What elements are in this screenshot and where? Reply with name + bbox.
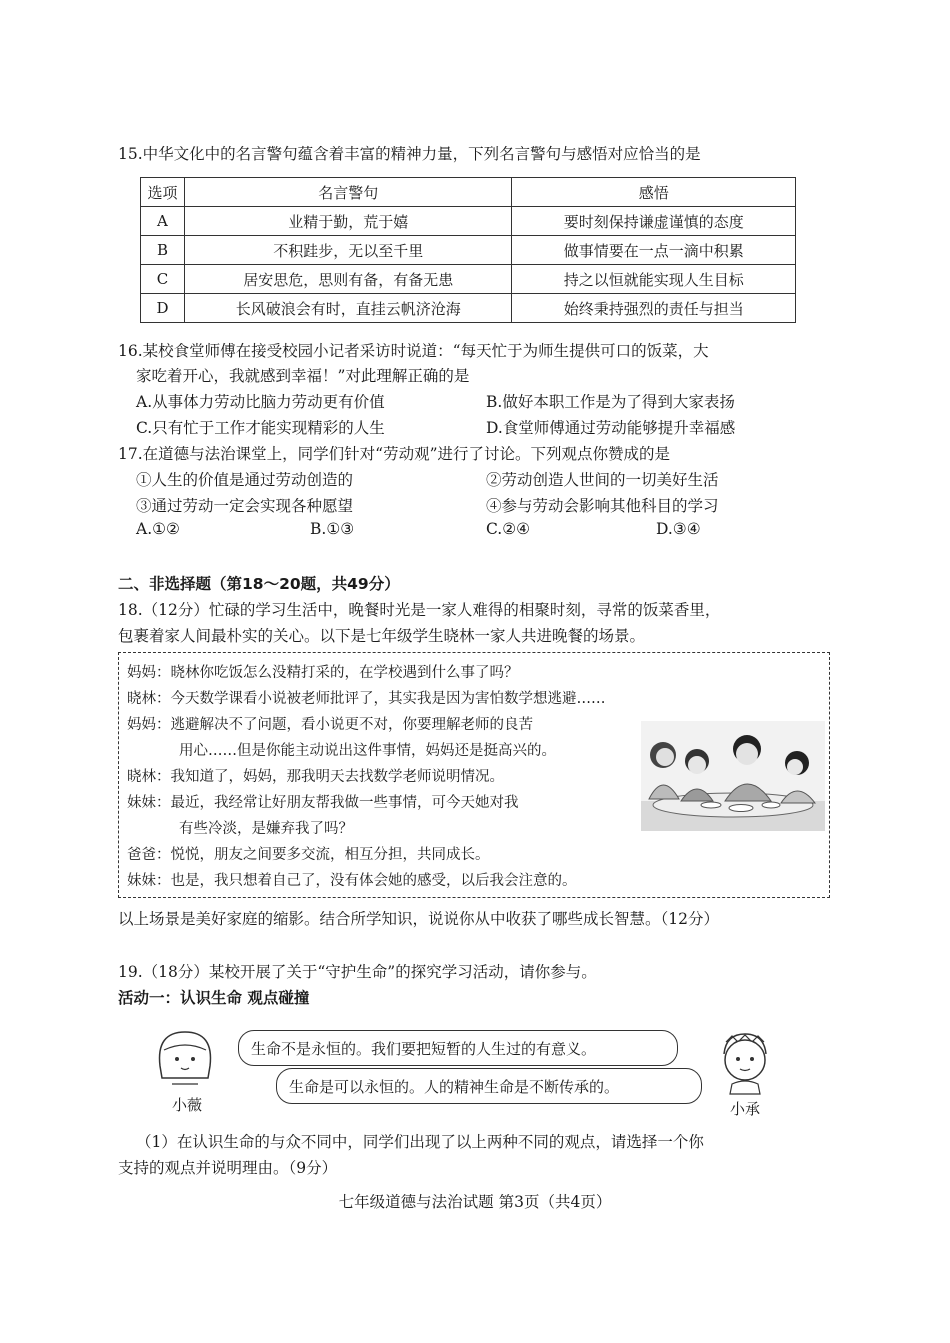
q17-option-c: C.②④ <box>486 520 531 538</box>
table-cell: 业精于勤，荒于嬉 <box>184 207 511 236</box>
dialog-box <box>118 652 830 898</box>
dialog-line <box>127 817 353 838</box>
activity-title: 活动一：认识生命 观点碰撞 <box>118 989 310 1007</box>
table-row <box>141 265 796 294</box>
q17-statement-3: ③通过劳动一定会实现各种愿望 <box>136 497 354 515</box>
page-footer: 七年级道德与法治试题 第3页（共4页） <box>338 1193 612 1211</box>
table-row <box>141 294 796 323</box>
table-cell: C <box>141 265 185 294</box>
table-cell: 长风破浪会有时，直挂云帆济沧海 <box>184 294 511 323</box>
table-header-row <box>141 178 796 207</box>
table-row <box>141 207 796 236</box>
q19-sub1-line2: 支持的观点并说明理由。（9分） <box>118 1159 338 1177</box>
q16-stem-line2: 家吃着开心，我就感到幸福！”对此理解正确的是 <box>136 367 470 385</box>
table-cell: 持之以恒就能实现人生目标 <box>512 265 796 294</box>
dialog-line <box>127 765 504 786</box>
q17-option-d: D.③④ <box>656 520 701 538</box>
family-dinner-illustration <box>641 721 825 831</box>
dialog-line <box>127 687 606 708</box>
table-cell: 始终秉持强烈的责任与担当 <box>512 294 796 323</box>
table-cell: D <box>141 294 185 323</box>
table-header: 名言警句 <box>184 178 511 207</box>
q17-option-a: A.①② <box>136 520 180 538</box>
q17-statement-4: ④参与劳动会影响其他科目的学习 <box>486 497 719 515</box>
table-row <box>141 236 796 265</box>
speech-bubble-2: 生命是可以永恒的。人的精神生命是不断传承的。 <box>276 1068 702 1104</box>
table-cell: B <box>141 236 185 265</box>
table-header: 感悟 <box>512 178 796 207</box>
dialog-speaker: 妹妹： <box>127 795 171 811</box>
q19-stem: 19.（18分）某校开展了关于“守护生命”的探究学习活动，请你参与。 <box>118 963 597 981</box>
q17-statement-1: ①人生的价值是通过劳动创造的 <box>136 471 354 489</box>
q15-table <box>140 177 796 323</box>
dialog-line <box>127 739 556 760</box>
q16-option-a: A.从事体力劳动比脑力劳动更有价值 <box>136 393 385 411</box>
dialog-line <box>127 843 490 864</box>
table-cell: 要时刻保持谦虚谨慎的态度 <box>512 207 796 236</box>
q17-stem: 17.在道德与法治课堂上，同学们针对“劳动观”进行了讨论。下列观点你赞成的是 <box>118 445 671 463</box>
q16-stem-line1: 16.某校食堂师傅在接受校园小记者采访时说道：“每天忙于为师生提供可口的饭菜，大 <box>118 342 709 360</box>
dialog-text: 最近，我经常让好朋友帮我做一些事情，可今天她对我 <box>170 795 519 811</box>
dialog-speaker: 妹妹： <box>127 873 171 889</box>
dialog-line <box>127 713 533 734</box>
q15-stem: 15.中华文化中的名言警句蕴含着丰富的精神力量，下列名言警句与感悟对应恰当的是 <box>118 145 701 163</box>
dialog-line <box>127 661 519 682</box>
dialog-line <box>127 869 577 890</box>
q18-stem-line1: 18.（12分）忙碌的学习生活中，晚餐时光是一家人难得的相聚时刻，寻常的饭菜香里， <box>118 601 721 619</box>
dialog-text: 逃避解决不了问题，看小说更不对，你要理解老师的良苦 <box>170 717 533 733</box>
section-title: 二、非选择题（第18～20题，共49分） <box>118 575 400 593</box>
speech-bubble-1: 生命不是永恒的。我们要把短暂的人生过的有意义。 <box>238 1030 678 1066</box>
q19-sub1-line1: （1）在认识生命的与众不同中，同学们出现了以上两种不同的观点，请选择一个你 <box>136 1133 704 1151</box>
dialog-text: 晓林你吃饭怎么没精打采的，在学校遇到什么事了吗？ <box>170 665 519 681</box>
table-cell: 做事情要在一点一滴中积累 <box>512 236 796 265</box>
girl-avatar-icon <box>150 1026 220 1092</box>
dialog-text: 悦悦，朋友之间要多交流，相互分担，共同成长。 <box>170 847 490 863</box>
table-cell: 不积跬步，无以至千里 <box>184 236 511 265</box>
q16-option-c: C.只有忙于工作才能实现精彩的人生 <box>136 419 385 437</box>
dialog-speaker: 晓林： <box>127 691 171 707</box>
dialog-text: 我知道了，妈妈，那我明天去找数学老师说明情况。 <box>170 769 504 785</box>
table-cell: 居安思危，思则有备，有备无患 <box>184 265 511 294</box>
q18-stem-line2: 包裹着家人间最朴实的关心。以下是七年级学生晓林一家人共进晚餐的场景。 <box>118 627 646 645</box>
table-header: 选项 <box>141 178 185 207</box>
q16-option-b: B.做好本职工作是为了得到大家表扬 <box>486 393 735 411</box>
name-label-boy: 小承 <box>730 1100 761 1118</box>
dialog-text: 有些冷淡，是嫌弃我了吗？ <box>179 821 353 837</box>
dialog-text: 今天数学课看小说被老师批评了，其实我是因为害怕数学想逃避…… <box>170 691 606 707</box>
dialog-speaker: 妈妈： <box>127 717 171 733</box>
q17-statement-2: ②劳动创造人世间的一切美好生活 <box>486 471 719 489</box>
dialog-speaker: 妈妈： <box>127 665 171 681</box>
q16-option-d: D.食堂师傅通过劳动能够提升幸福感 <box>486 419 736 437</box>
boy-avatar-icon <box>710 1026 780 1096</box>
dialog-line <box>127 791 519 812</box>
dialog-text: 用心……但是你能主动说出这件事情，妈妈还是挺高兴的。 <box>179 743 556 759</box>
q18-task: 以上场景是美好家庭的缩影。结合所学知识，说说你从中收获了哪些成长智慧。（12分） <box>118 910 719 928</box>
table-cell: A <box>141 207 185 236</box>
name-label-girl: 小薇 <box>172 1096 203 1114</box>
dialog-speaker: 晓林： <box>127 769 171 785</box>
dialog-text: 也是，我只想着自己了，没有体会她的感受，以后我会注意的。 <box>170 873 577 889</box>
q17-option-b: B.①③ <box>310 520 355 538</box>
dialog-speaker: 爸爸： <box>127 847 171 863</box>
